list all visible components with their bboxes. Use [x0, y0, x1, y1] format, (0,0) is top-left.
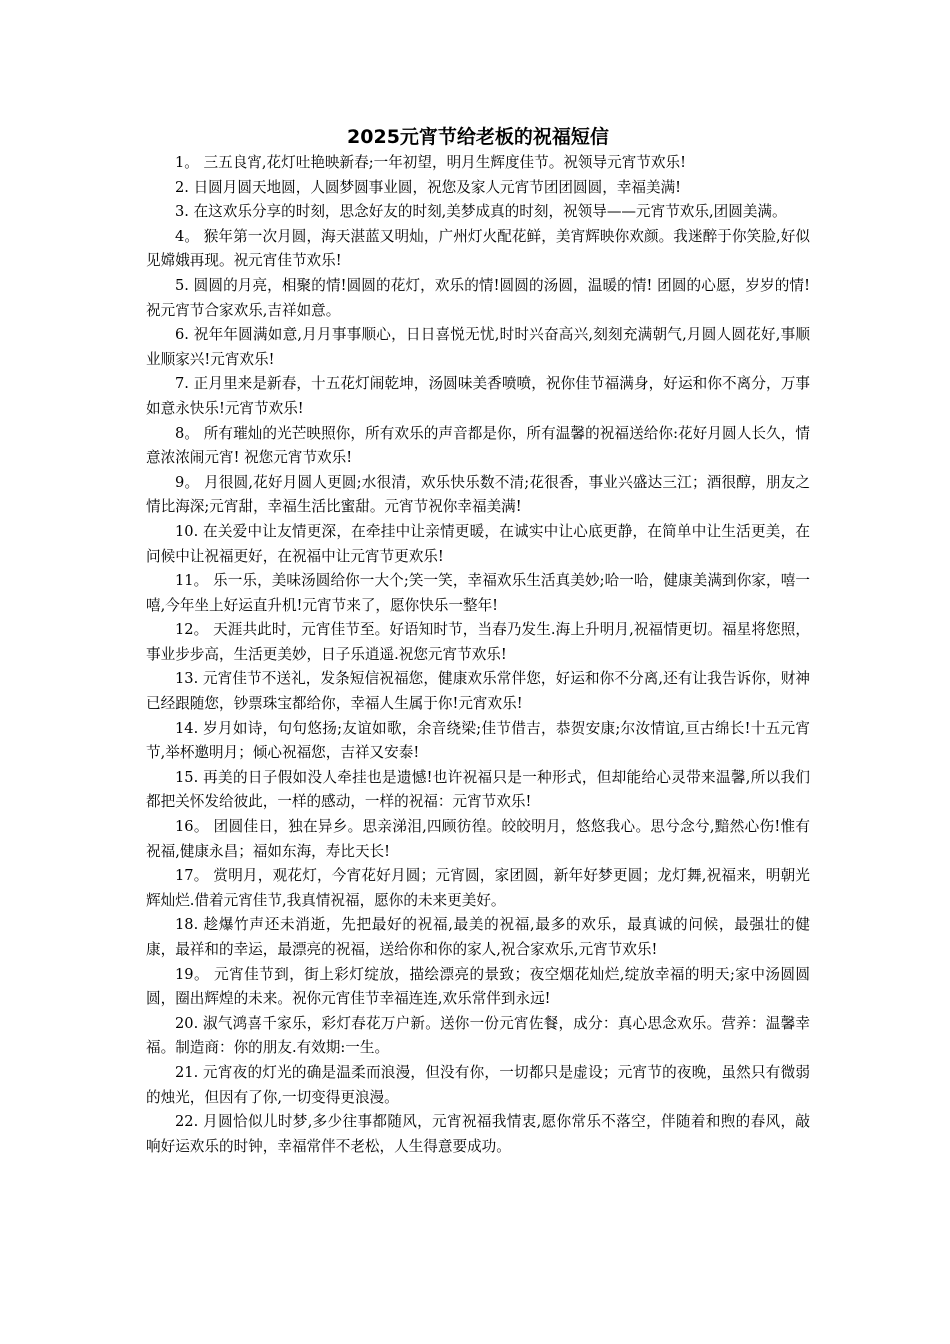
- blessing-item-11: 11。 乐一乐，美味汤圆给你一大个;笑一笑，幸福欢乐生活真美妙;哈一哈，健康美满到你家，嘻一嘻,今年坐上好运直升机!元宵节来了，愿你快乐一整年!: [146, 572, 810, 614]
- blessing-item-8: 8。 所有璀灿的光芒映照你，所有欢乐的声音都是你，所有温馨的祝福送给你:花好月圆人长久，情意浓浓闹元宵! 祝您元宵节欢乐!: [146, 424, 810, 467]
- blessing-list: [146, 151, 810, 1159]
- blessing-item-15: 15. 再美的日子假如没人牵挂也是遗憾!也许祝福只是一种形式，但却能给心灵带来温馨,所以我们都把关怀发给彼此，一样的感动，一样的祝福：元宵节欢乐!: [146, 768, 810, 811]
- document-title: 2025元宵节给老板的祝福短信: [347, 126, 609, 148]
- blessing-item-6: 6. 祝年年圆满如意,月月事事顺心，日日喜悦无忧,时时兴奋高兴,刻刻充满朝气,月圆人圆花好,事顺业顺家兴!元宵欢乐!: [146, 326, 810, 368]
- blessing-item-4: 4。 猴年第一次月圆，海天湛蓝又明灿，广州灯火配花鲜，美宵辉映你欢颜。我迷醉于你笑脸,好似见嫦娥再现。祝元宵佳节欢乐!: [146, 227, 810, 270]
- blessing-item-18: 18. 趁爆竹声还未消逝，先把最好的祝福,最美的祝福,最多的欢乐，最真诚的问候，最强壮的健康，最祥和的幸运，最漂亮的祝福，送给你和你的家人,祝合家欢乐,元宵节欢乐!: [146, 916, 810, 958]
- blessing-item-17: 17。 赏明月，观花灯，今宵花好月圆；元宵圆，家团圆，新年好梦更圆；龙灯舞,祝福来，明朝光辉灿烂.借着元宵佳节,我真情祝福，愿你的未来更美好。: [146, 867, 810, 909]
- blessing-item-1: 1。 三五良宵,花灯吐艳映新春;一年初望，明月生辉度佳节。祝领导元宵节欢乐!: [175, 154, 686, 171]
- blessing-item-3: 3. 在这欢乐分享的时刻，思念好友的时刻,美梦成真的时刻，祝领导——元宵节欢乐,团圆美满。: [175, 203, 787, 221]
- blessing-item-20: 20. 淑气鸿喜千家乐，彩灯春花万户新。送你一份元宵佐餐，成分：真心思念欢乐。营养：温馨幸福。制造商：你的朋友.有效期:一生。: [146, 1014, 810, 1057]
- blessing-item-19: 19。 元宵佳节到，街上彩灯绽放，描绘漂亮的景致；夜空烟花灿烂,绽放幸福的明天;家中汤圆圆圆，圈出辉煌的未来。祝你元宵佳节幸福连连,欢乐常伴到永远!: [146, 965, 810, 1008]
- blessing-item-5: 5. 圆圆的月亮，相聚的情!圆圆的花灯，欢乐的情!圆圆的汤圆，温暖的情! 团圆的心愿，岁岁的情!祝元宵节合家欢乐,吉祥如意。: [146, 276, 810, 319]
- blessing-item-10: 10. 在关爱中让友情更深，在牵挂中让亲情更暖，在诚实中让心底更静，在简单中让生活更美，在问候中让祝福更好，在祝福中让元宵节更欢乐!: [146, 522, 810, 565]
- blessing-item-16: 16。 团圆佳日，独在异乡。思亲涕泪,四顾彷徨。皎皎明月，悠悠我心。思兮念兮,黯然心伤!惟有祝福,健康永昌；福如东海，寿比天长!: [146, 818, 810, 860]
- document-page: [146, 124, 810, 1159]
- blessing-item-9: 9。 月很圆,花好月圆人更圆;水很清，欢乐快乐数不清;花很香，事业兴盛达三江；酒很醇，朋友之情比海深;元宵甜，幸福生活比蜜甜。元宵节祝你幸福美满!: [146, 473, 810, 516]
- blessing-item-22: 22. 月圆恰似儿时梦,多少往事都随风，元宵祝福我情衷,愿你常乐不落空，伴随着和煦的春风，敲响好运欢乐的时钟，幸福常伴不老松，人生得意要成功。: [146, 1113, 810, 1155]
- blessing-item-7: 7. 正月里来是新春，十五花灯闹乾坤，汤圆味美香喷喷，祝你佳节福满身，好运和你不离分，万事如意永快乐!元宵节欢乐!: [146, 375, 810, 417]
- blessing-item-21: 21. 元宵夜的灯光的确是温柔而浪漫，但没有你，一切都只是虚设；元宵节的夜晚，虽然只有微弱的烛光，但因有了你,一切变得更浪漫。: [146, 1063, 810, 1106]
- blessing-item-12: 12。 天涯共此时，元宵佳节至。好语知时节，当春乃发生.海上升明月,祝福情更切。福星将您照，事业步步高，生活更美妙，日子乐逍遥.祝您元宵节欢乐!: [146, 621, 810, 663]
- blessing-item-14: 14. 岁月如诗，句句悠扬;友谊如歌，余音绕梁;佳节借吉，恭贺安康;尔汝情谊,亘古绵长!十五元宵节,举杯邀明月；倾心祝福您，吉祥又安泰!: [146, 719, 810, 762]
- blessing-item-13: 13. 元宵佳节不送礼，发条短信祝福您，健康欢乐常伴您，好运和你不分离,还有让我告诉你，财神已经跟随您，钞票珠宝都给你，幸福人生属于你!元宵欢乐!: [146, 670, 810, 713]
- blessing-item-2: 2. 日圆月圆天地圆，人圆梦圆事业圆，祝您及家人元宵节团团圆圆，幸福美满!: [175, 178, 682, 196]
